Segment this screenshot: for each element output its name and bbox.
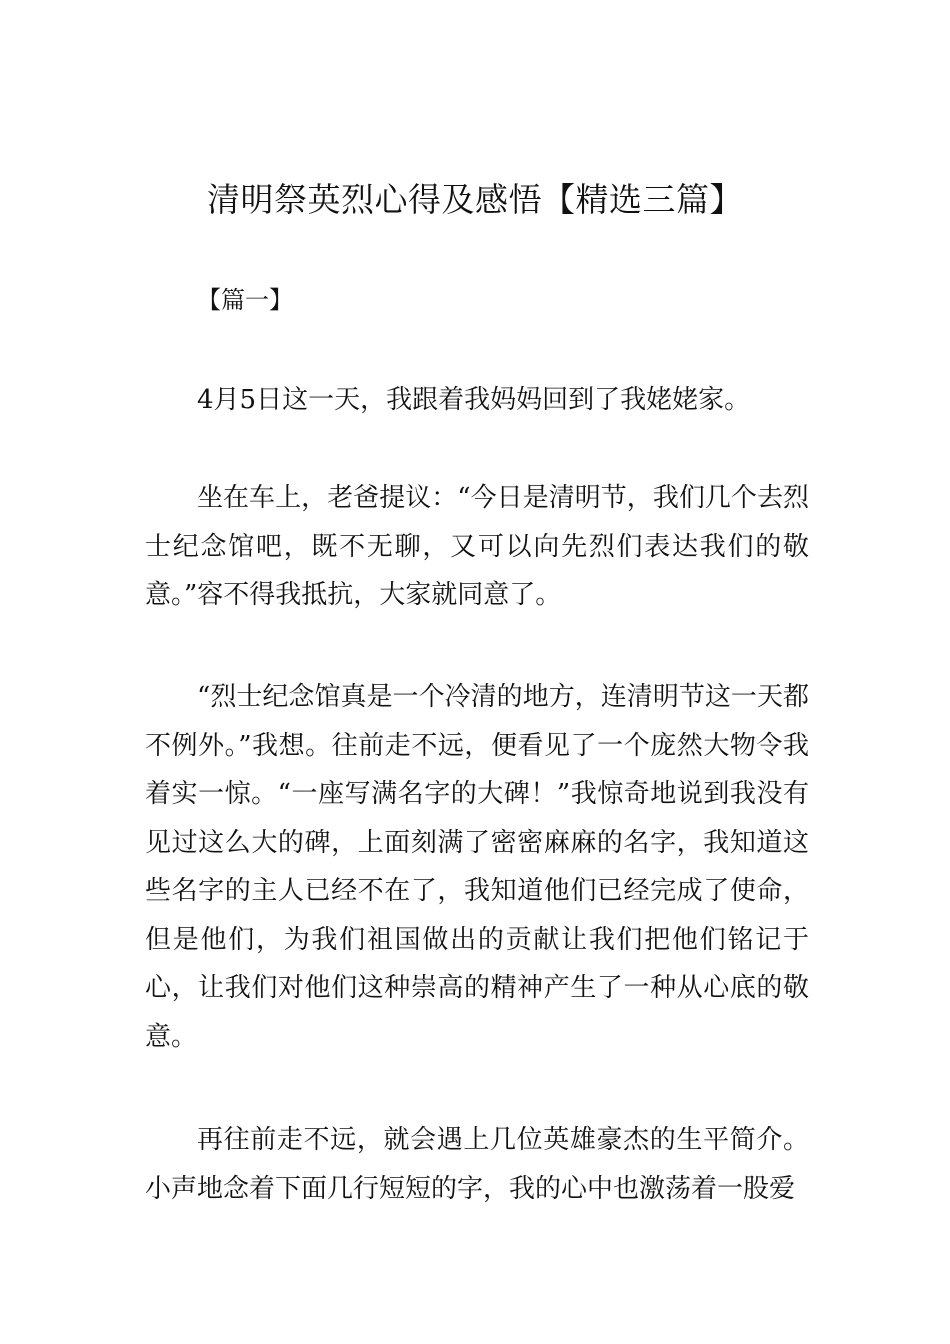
paragraph: 4月5日这一天，我跟着我妈妈回到了我姥姥家。 — [197, 385, 751, 415]
paragraph: 再往前走不远，就会遇上几位英雄豪杰的生平简介。小声地念着下面几行短短的字，我的心中也激荡着一股爱 — [145, 1125, 809, 1204]
paragraph: “烈士纪念馆真是一个冷清的地方，连清明节这一天都不例外。”我想。往前走不远，便看见了一个庞然大物令我着实一惊。“一座写满名字的大碑！”我惊奇地说到我没有见过这么大的碑，上面刻满了密密麻麻的名字，我知道这些名字的主人已经不在了，我知道他们已经完成了使命，但是他们，为我们祖国做出的贡献让我们把他们铭记于心，让我们对他们这种崇高的精神产生了一种从心底的敬意。 — [145, 682, 809, 1052]
paragraph: 坐在车上，老爸提议：“今日是清明节，我们几个去烈士纪念馆吧，既不无聊，又可以向先烈们表达我们的敬意。”容不得我抵抗，大家就同意了。 — [145, 483, 809, 610]
document-title: 清明祭英烈心得及感悟【精选三篇】 — [207, 180, 743, 219]
section-label: 【篇一】 — [197, 286, 293, 314]
